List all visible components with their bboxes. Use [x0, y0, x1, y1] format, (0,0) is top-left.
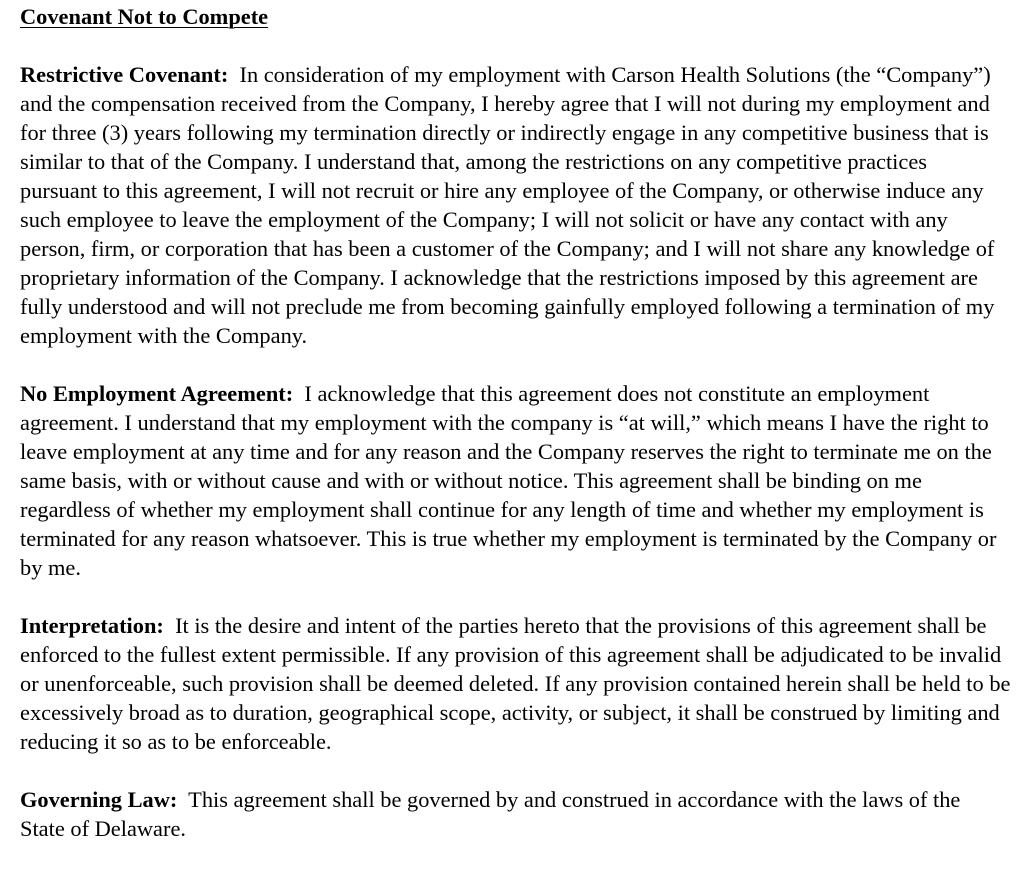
section-heading: No Employment Agreement:: [20, 381, 294, 406]
document-title: Covenant Not to Compete: [20, 4, 269, 29]
section-no-employment-agreement: [20, 379, 1000, 582]
section-body: This agreement shall be governed by and construed in accordance with the laws of the State of Delaware.: [20, 787, 961, 841]
section-interpretation: [20, 611, 1016, 756]
document: [20, 2, 1016, 843]
section-heading: Interpretation:: [20, 613, 164, 638]
section-body: I acknowledge that this agreement does not constitute an employment agreement. I understand that my employment with the company is “at will,” which means I have the right to leave employment at any time and for any reason and the Company reserves the right to terminate me on the same basis, with or without cause and with or without notice. This agreement shall be binding on me regardless of whether my employment shall continue for any length of time and whether my employment is terminated for any reason whatsoever. This is true whether my employment is terminated by the Company or by me.: [20, 381, 997, 580]
section-heading: Governing Law:: [20, 787, 178, 812]
section-heading: Restrictive Covenant:: [20, 62, 229, 87]
section-body: It is the desire and intent of the parties hereto that the provisions of this agreement shall be enforced to the fullest extent permissible. If any provision of this agreement shall be adjudicated to be invalid or unenforceable, such provision shall be deemed deleted. If any provision contained herein shall be held to be excessively broad as to duration, geographical scope, activity, or subject, it shall be construed by limiting and reducing it so as to be enforceable.: [20, 613, 1011, 754]
section-governing-law: [20, 785, 970, 843]
section-restrictive-covenant: [20, 60, 1000, 350]
section-body: In consideration of my employment with Carson Health Solutions (the “Company”) and the compensation received from the Company, I hereby agree that I will not during my employment and for three (3) years following my termination directly or indirectly engage in any competitive business that is similar to that of the Company. I understand that, among the restrictions on any competitive practices pursuant to this agreement, I will not recruit or hire any employee of the Company, or otherwise induce any such employee to leave the employment of the Company; I will not solicit or have any contact with any person, firm, or corporation that has been a customer of the Company; and I will not share any knowledge of proprietary information of the Company. I acknowledge that the restrictions imposed by this agreement are fully understood and will not preclude me from becoming gainfully employed following a termination of my employment with the Company.: [20, 62, 995, 348]
